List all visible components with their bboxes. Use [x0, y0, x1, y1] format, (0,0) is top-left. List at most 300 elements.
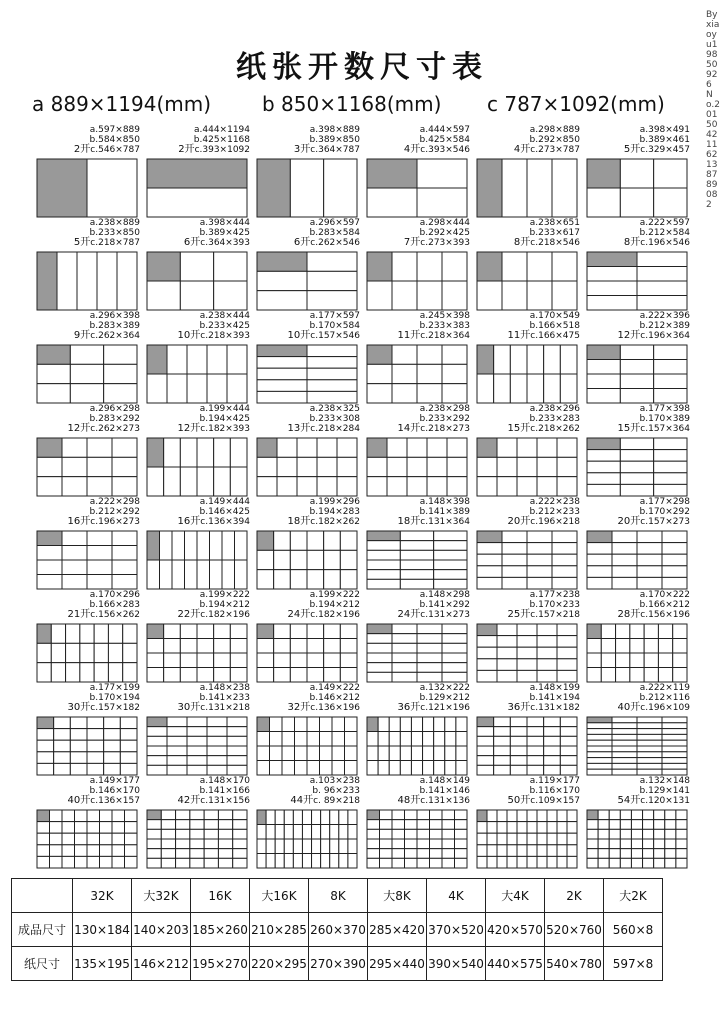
piece	[290, 550, 307, 569]
piece	[257, 368, 307, 380]
shaded-piece	[367, 531, 400, 541]
size-a: a.398×889	[309, 125, 360, 135]
table-row	[12, 947, 663, 981]
piece	[609, 849, 620, 859]
size-c: c.121×196	[420, 703, 470, 713]
size-a: a.148×149	[419, 776, 470, 786]
piece	[185, 531, 198, 560]
size-c-line	[508, 331, 580, 342]
piece	[557, 833, 567, 845]
piece	[167, 756, 187, 766]
piece	[662, 577, 687, 589]
piece	[630, 653, 644, 668]
piece	[557, 810, 567, 822]
piece	[557, 659, 577, 671]
shaded-piece	[257, 624, 274, 639]
size-c-line	[508, 703, 580, 714]
piece	[587, 566, 612, 578]
size-b: b.141×166	[199, 785, 250, 796]
piece	[345, 761, 358, 776]
piece	[218, 839, 232, 849]
cut-diagram	[366, 809, 468, 869]
piece	[442, 643, 467, 653]
size-b: b.292×850	[529, 134, 580, 145]
piece	[297, 457, 317, 476]
size-c: c.131×218	[200, 703, 250, 713]
piece	[587, 839, 598, 849]
size-c: c.393×546	[420, 145, 470, 155]
cut-label	[288, 591, 360, 621]
piece	[307, 531, 324, 550]
piece	[392, 345, 417, 364]
piece	[257, 380, 307, 392]
piece	[417, 252, 442, 281]
piece	[552, 554, 577, 566]
piece	[37, 560, 62, 575]
piece	[275, 854, 284, 869]
table-row	[12, 913, 663, 947]
piece	[266, 825, 275, 840]
piece	[190, 858, 204, 868]
piece	[417, 663, 442, 673]
cut-label	[618, 498, 690, 528]
piece	[257, 391, 307, 403]
size-c-line	[288, 517, 360, 528]
size-b: b.129×212	[419, 692, 470, 703]
piece	[620, 484, 653, 496]
piece	[270, 732, 283, 747]
piece	[417, 810, 430, 820]
piece	[547, 810, 557, 822]
size-a: a.296×398	[89, 311, 140, 321]
piece	[445, 761, 456, 776]
cut-count: 6开	[293, 237, 311, 248]
piece	[80, 643, 94, 662]
piece	[77, 252, 97, 310]
piece	[161, 849, 175, 859]
piece	[552, 543, 577, 555]
cut-count: 4开	[513, 144, 531, 155]
cut-diagram	[256, 344, 358, 404]
piece	[257, 477, 277, 496]
size-b: b.146×212	[309, 692, 360, 703]
size-b: b.170×233	[529, 599, 580, 610]
shaded-piece	[587, 438, 620, 450]
piece	[290, 570, 307, 589]
piece	[227, 727, 247, 737]
piece	[417, 384, 442, 403]
piece	[631, 858, 642, 868]
piece	[411, 746, 422, 761]
size-a: a.222×396	[639, 311, 690, 321]
shaded-piece	[257, 531, 274, 550]
piece	[62, 810, 75, 822]
size-b: b.425×584	[419, 134, 470, 145]
cut-label	[508, 312, 580, 342]
piece	[392, 634, 417, 644]
shaded-piece	[367, 438, 387, 457]
shaded-piece	[147, 345, 167, 374]
piece	[654, 389, 687, 404]
piece	[257, 357, 307, 369]
cut-label	[508, 498, 580, 528]
piece	[616, 624, 630, 639]
piece	[147, 746, 167, 756]
piece	[112, 457, 137, 476]
piece	[643, 849, 654, 859]
piece	[167, 746, 187, 756]
shaded-piece	[37, 252, 57, 310]
size-b: b.283×292	[89, 413, 140, 424]
size-c: c.120×131	[640, 796, 690, 806]
size-c: c.157×546	[310, 331, 360, 341]
piece	[477, 554, 502, 566]
piece	[367, 281, 392, 310]
size-c-line	[68, 424, 140, 435]
piece	[502, 281, 527, 310]
size-b: b.146×425	[199, 506, 250, 517]
piece	[662, 543, 687, 555]
cut-diagram	[146, 158, 248, 218]
cut-diagram	[476, 530, 578, 590]
piece	[307, 345, 357, 357]
piece	[434, 531, 467, 541]
piece	[307, 746, 320, 761]
piece	[104, 729, 121, 741]
piece	[257, 746, 270, 761]
piece	[654, 839, 665, 849]
size-c-line	[178, 517, 250, 528]
cut-diagram	[36, 437, 138, 497]
piece	[510, 746, 527, 756]
size-c-line	[618, 703, 690, 714]
piece	[54, 717, 71, 729]
cut-diagram	[256, 716, 358, 776]
cut-count: 21开	[67, 609, 91, 620]
table-header: 32K	[73, 879, 132, 913]
size-c: c.166×475	[530, 331, 580, 341]
piece	[164, 467, 181, 496]
piece	[510, 374, 527, 403]
piece	[537, 670, 557, 682]
size-c-line	[74, 238, 140, 249]
size-a: a.298×889	[529, 125, 580, 135]
table-header: 大8K	[368, 879, 427, 913]
piece	[392, 810, 405, 820]
piece	[587, 729, 612, 735]
piece	[662, 717, 687, 723]
piece	[104, 717, 121, 729]
size-b: b.233×283	[529, 413, 580, 424]
piece	[312, 810, 321, 825]
piece	[210, 560, 223, 589]
cut-count: 11开	[507, 330, 531, 341]
piece	[37, 477, 62, 496]
cut-diagram	[476, 251, 578, 311]
cut-count: 18开	[287, 516, 311, 527]
piece	[527, 765, 544, 775]
shaded-piece	[587, 810, 598, 820]
piece	[567, 845, 577, 857]
cut-diagram	[366, 530, 468, 590]
cut-diagram	[476, 809, 578, 869]
piece	[601, 624, 615, 639]
piece	[108, 624, 122, 643]
piece	[284, 825, 293, 840]
piece	[367, 188, 417, 217]
piece	[665, 829, 676, 839]
piece	[104, 384, 137, 403]
piece	[417, 364, 442, 383]
piece	[367, 672, 392, 682]
piece	[204, 829, 218, 839]
size-a: a.199×296	[309, 497, 360, 507]
size-c: c.218×284	[310, 424, 360, 434]
piece	[654, 461, 687, 473]
cut-count: 8开	[623, 237, 641, 248]
size-a: a.177×398	[639, 404, 690, 414]
piece	[37, 856, 50, 868]
size-c-line	[74, 331, 140, 342]
cut-label	[178, 312, 250, 342]
piece	[274, 624, 291, 639]
table-header: 大4K	[486, 879, 545, 913]
piece	[544, 345, 561, 374]
size-c: c.218×546	[530, 238, 580, 248]
piece	[367, 761, 378, 776]
cut-label	[618, 405, 690, 435]
piece	[340, 531, 357, 550]
cut-label	[178, 591, 250, 621]
cut-label	[74, 219, 140, 249]
table-cell: 140×203	[132, 913, 191, 947]
cut-count: 2开	[178, 144, 195, 155]
piece	[87, 752, 104, 764]
piece	[400, 560, 433, 570]
piece	[197, 560, 210, 589]
table-header	[12, 879, 73, 913]
piece	[587, 763, 612, 769]
cut-diagram	[36, 716, 138, 776]
piece	[676, 858, 687, 868]
piece	[62, 560, 87, 575]
size-b: b.194×212	[309, 599, 360, 610]
cut-diagram	[476, 623, 578, 683]
piece	[587, 849, 598, 859]
piece	[517, 457, 537, 476]
piece	[487, 810, 497, 822]
piece	[367, 634, 392, 644]
piece	[620, 473, 653, 485]
piece	[598, 810, 609, 820]
cut-diagram	[476, 344, 578, 404]
piece	[620, 389, 653, 404]
piece	[455, 820, 468, 830]
piece	[185, 560, 198, 589]
piece	[100, 856, 113, 868]
piece	[612, 746, 637, 752]
piece	[266, 854, 275, 869]
piece	[112, 477, 137, 496]
size-a: a.199×222	[199, 590, 250, 600]
size-b: b.141×194	[529, 692, 580, 703]
piece	[330, 854, 339, 869]
size-c: c.218×364	[420, 331, 470, 341]
size-b: b.389×850	[309, 134, 360, 145]
shaded-piece	[587, 717, 612, 723]
piece	[620, 188, 653, 217]
piece	[62, 477, 87, 496]
piece	[547, 822, 557, 834]
piece	[417, 188, 467, 217]
piece	[332, 717, 345, 732]
piece	[502, 543, 527, 555]
piece	[411, 761, 422, 776]
piece	[612, 554, 637, 566]
piece	[662, 734, 687, 740]
piece	[104, 345, 137, 364]
piece	[630, 639, 644, 654]
cut-count: 16开	[177, 516, 201, 527]
piece	[337, 457, 357, 476]
shaded-piece	[367, 717, 378, 732]
size-c: c.156×262	[90, 610, 140, 620]
piece	[612, 566, 637, 578]
piece	[270, 746, 283, 761]
piece	[222, 531, 235, 560]
piece	[187, 345, 207, 374]
piece	[631, 849, 642, 859]
piece	[392, 858, 405, 868]
cut-diagram	[586, 437, 688, 497]
size-b: b.141×146	[419, 785, 470, 796]
piece	[392, 384, 417, 403]
piece	[392, 653, 417, 663]
cut-diagram	[146, 437, 248, 497]
piece	[112, 531, 137, 546]
size-b: b.212×292	[89, 506, 140, 517]
piece	[70, 729, 87, 741]
size-c-line	[514, 238, 580, 249]
piece	[423, 717, 434, 732]
piece	[587, 746, 612, 752]
table-cell: 成品尺寸	[12, 913, 73, 947]
cut-diagram	[586, 809, 688, 869]
piece	[87, 856, 100, 868]
piece	[560, 727, 577, 737]
piece	[147, 639, 164, 654]
piece	[321, 810, 330, 825]
piece	[307, 291, 357, 310]
size-c: c.218×787	[90, 238, 140, 248]
piece	[447, 438, 467, 457]
piece	[654, 438, 687, 450]
piece	[275, 825, 284, 840]
piece	[612, 752, 637, 758]
piece	[125, 833, 138, 845]
cut-label	[68, 684, 140, 714]
piece	[100, 822, 113, 834]
piece	[609, 858, 620, 868]
piece	[587, 668, 601, 683]
piece	[257, 732, 270, 747]
piece	[204, 820, 218, 830]
size-c: c.157×364	[640, 424, 690, 434]
piece	[70, 740, 87, 752]
piece	[442, 252, 467, 281]
piece	[494, 756, 511, 766]
piece	[587, 450, 620, 462]
size-c-line	[178, 331, 250, 342]
piece	[214, 252, 247, 281]
piece	[637, 752, 662, 758]
cut-count: 20开	[507, 516, 531, 527]
piece	[392, 820, 405, 830]
piece	[293, 854, 302, 869]
size-a: a.222×597	[639, 218, 690, 228]
piece	[612, 763, 637, 769]
piece	[324, 653, 341, 668]
piece	[502, 566, 527, 578]
shaded-piece	[147, 810, 161, 820]
size-b: b.233×850	[89, 227, 140, 238]
piece	[494, 374, 511, 403]
piece	[497, 810, 507, 822]
piece	[544, 756, 561, 766]
piece	[560, 746, 577, 756]
piece	[665, 858, 676, 868]
piece	[207, 374, 227, 403]
piece	[547, 845, 557, 857]
cut-count: 22开	[177, 609, 201, 620]
piece	[120, 717, 137, 729]
cut-diagram	[476, 716, 578, 776]
piece	[547, 856, 557, 868]
piece	[434, 746, 445, 761]
piece	[312, 839, 321, 854]
piece	[405, 820, 418, 830]
piece	[654, 159, 687, 188]
piece	[293, 810, 302, 825]
size-table	[11, 878, 663, 981]
piece	[324, 639, 341, 654]
piece	[120, 729, 137, 741]
piece	[380, 858, 393, 868]
piece	[75, 856, 88, 868]
piece	[54, 740, 71, 752]
piece	[560, 717, 577, 727]
cut-diagram	[586, 716, 688, 776]
piece	[527, 736, 544, 746]
piece	[676, 839, 687, 849]
cut-label	[508, 777, 580, 807]
piece	[167, 717, 187, 727]
piece	[392, 252, 417, 281]
size-c: c.196×546	[640, 238, 690, 248]
piece	[235, 560, 248, 589]
cut-diagram	[366, 437, 468, 497]
size-c: c.157×182	[90, 703, 140, 713]
piece	[367, 550, 400, 560]
piece	[654, 360, 687, 375]
piece	[207, 765, 227, 775]
piece	[434, 570, 467, 580]
piece	[552, 159, 577, 217]
piece	[380, 849, 393, 859]
piece	[274, 653, 291, 668]
piece	[662, 746, 687, 752]
piece	[400, 550, 433, 560]
